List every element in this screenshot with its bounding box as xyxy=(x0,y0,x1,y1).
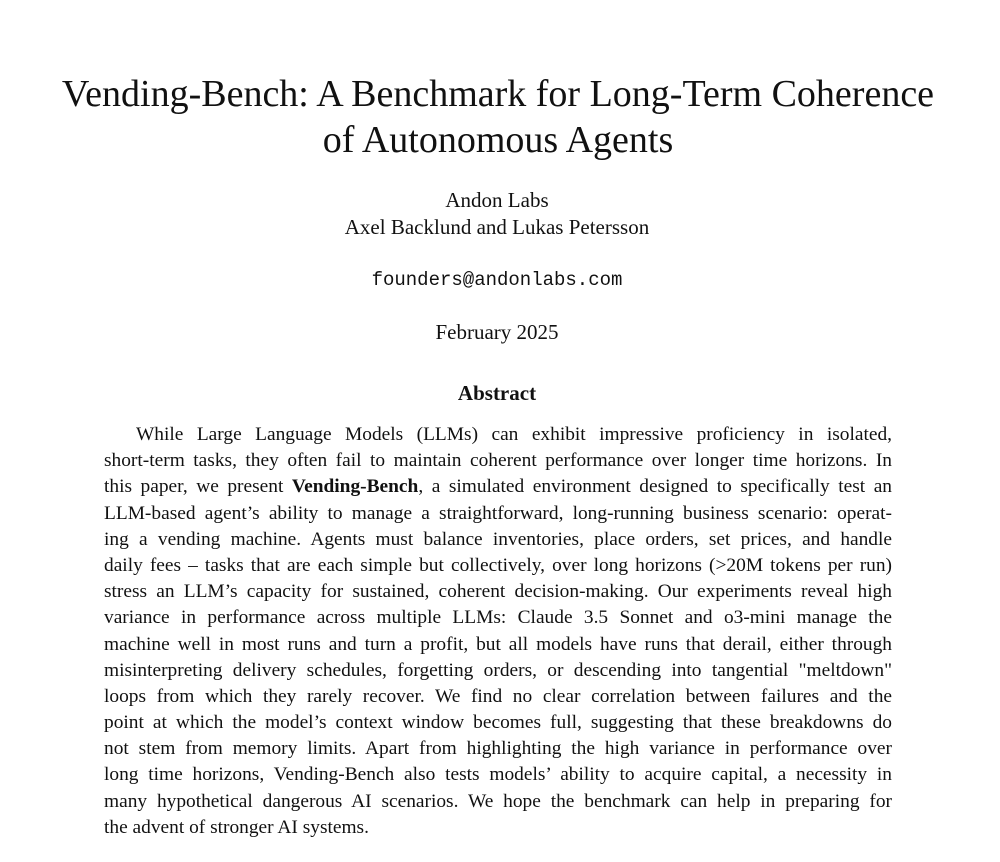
paper-title-line-2: of Autonomous Agents xyxy=(322,119,674,161)
abstract-text: , a simulated environment designed to specifically test an xyxy=(418,476,892,498)
abstract-line: point at which the model’s context window becomes full, suggesting that these breakdowns do xyxy=(104,712,892,734)
abstract-line: many hypothetical dangerous AI scenarios. We hope the benchmark can help in preparing for xyxy=(104,790,892,812)
abstract-line: loops from which they rarely recover. We find no clear correlation between failures and the xyxy=(104,685,892,707)
abstract-line: stress an LLM’s capacity for sustained, coherent decision-making. Our experiments reveal high xyxy=(104,581,892,603)
affiliation: Andon Labs xyxy=(445,188,549,212)
abstract-line: machine well in most runs and turn a profit, but all models have runs that derail, either through xyxy=(104,633,892,655)
abstract-heading: Abstract xyxy=(457,381,537,405)
abstract-line: While Large Language Models (LLMs) can exhibit impressive proficiency in isolated, xyxy=(136,424,892,445)
abstract-line: daily fees – tasks that are each simple but collectively, over long horizons (>20M tokens per run) xyxy=(104,554,892,576)
paper-title-line-1: Vending-Bench: A Benchmark for Long-Term Coherence xyxy=(61,73,935,115)
abstract-line: short-term tasks, they often fail to maintain coherent performance over longer time horizons. In xyxy=(104,450,892,472)
abstract-body xyxy=(104,422,892,841)
publication-date: February 2025 xyxy=(435,320,559,344)
abstract-line xyxy=(104,474,892,500)
abstract-line: ing a vending machine. Agents must balance inventories, place orders, set prices, and handle xyxy=(104,528,892,550)
authors: Axel Backlund and Lukas Petersson xyxy=(344,215,650,239)
abstract-line: misinterpreting delivery schedules, forgetting orders, or descending into tangential "meltdown" xyxy=(104,659,892,681)
abstract-line: variance in performance across multiple LLMs: Claude 3.5 Sonnet and o3-mini manage the xyxy=(104,607,892,629)
email-address: founders@andonlabs.com xyxy=(371,269,623,291)
abstract-line: LLM-based agent’s ability to manage a straightforward, long-running business scenario: operat- xyxy=(104,502,892,524)
benchmark-name: Vending-Bench xyxy=(291,476,419,498)
abstract-line: not stem from memory limits. Apart from highlighting the high variance in performance over xyxy=(104,738,892,760)
abstract-line: long time horizons, Vending-Bench also tests models’ ability to acquire capital, a necessity in xyxy=(104,764,892,786)
abstract-text: this paper, we present xyxy=(104,476,292,498)
abstract-line: the advent of stronger AI systems. xyxy=(104,816,369,838)
